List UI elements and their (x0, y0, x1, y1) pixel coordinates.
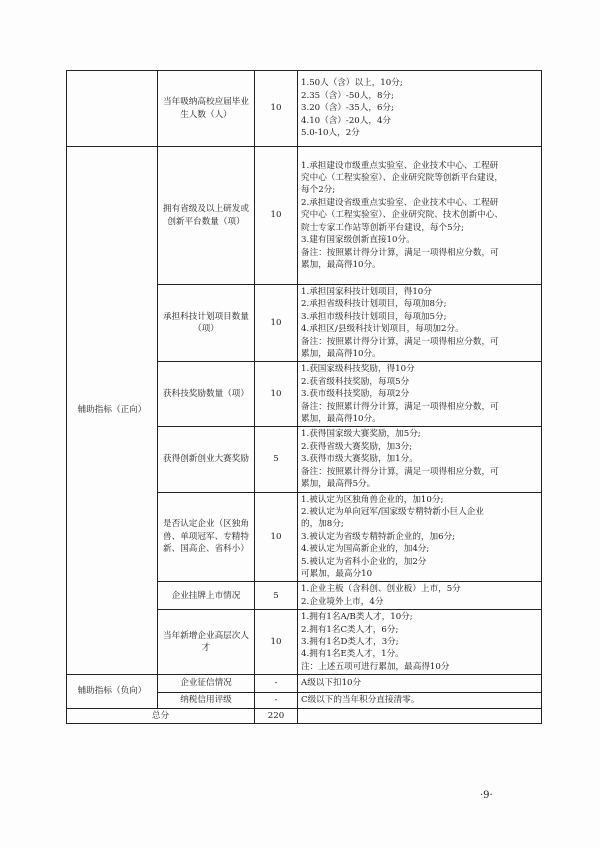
table-row (67, 71, 542, 147)
indicator-points: 10 (255, 147, 298, 285)
total-points: 220 (255, 708, 298, 723)
indicator-name: 拥有省级及以上研发或创新平台数量（项） (158, 147, 255, 285)
indicator-description: C级以下的当年积分直接清零。 (298, 693, 542, 708)
indicator-description: 1.企业主板（含科创、创业板）上市，5分 2.企业境外上市，4分 (298, 582, 542, 610)
indicator-points: 10 (255, 610, 298, 675)
indicator-name: 是否认定企业（区独角兽、单项冠军、专精特新、国高企、省科小） (158, 492, 255, 582)
indicator-description: 1.承担建设市级重点实验室、企业技术中心、工程研 究中心（工程实验室）、企业研究院等创新平台建设， 每个2分; 2.承担建设省级重点实验室、企业技术中心、工程研 究中心（工程实验室）、企业研究院、技术创新中心、 院士专家工作站等创新平台建设，每个5分; 3.建有国家级创新直接10分。 备注：按照累计得分计算，满足一项得相应分数，可 累加，最高得10分。 (298, 147, 542, 285)
indicator-name: 企业征信情况 (158, 675, 255, 693)
indicator-points: 10 (255, 285, 298, 362)
indicator-points: 10 (255, 71, 298, 147)
indicator-description: 1.被认定为区独角兽企业的，加10分; 2.被认定为单向冠军/国家级专精特新小巨人企业 的，加8分; 3.被认定为省级专精特新企业的，加6分; 4.被认定为国高新企业的，加4分; 5.被认定为省科小企业的，加2分 可累加，最高分10 (298, 492, 542, 582)
table-row-total (67, 708, 542, 723)
category-cell-empty (67, 71, 158, 147)
indicator-points: 5 (255, 427, 298, 492)
indicator-name: 当年新增企业高层次人才 (158, 610, 255, 675)
indicator-name: 企业挂牌上市情况 (158, 582, 255, 610)
indicator-name: 承担科技计划项目数量（项） (158, 285, 255, 362)
indicator-points: - (255, 675, 298, 693)
category-negative: 辅助指标（负向） (67, 675, 158, 708)
table-row (67, 675, 542, 693)
total-description-empty (298, 708, 542, 723)
indicator-name: 纳税信用评级 (158, 693, 255, 708)
indicator-points: 10 (255, 492, 298, 582)
indicator-points: 5 (255, 582, 298, 610)
indicator-name: 获得创新创业大赛奖励 (158, 427, 255, 492)
category-positive: 辅助指标（正向） (67, 147, 158, 675)
indicator-points: - (255, 693, 298, 708)
indicator-name: 获科技奖励数量（项） (158, 362, 255, 427)
indicator-name: 当年吸纳高校应届毕业生人数（人） (158, 71, 255, 147)
indicator-points: 10 (255, 362, 298, 427)
indicator-description: 1.承担国家科技计划项目，得10分 2.承担省级科技计划项目，每项加8分; 3.承担市级科技计划项目，每项加5分; 4.承担区/县级科技计划项目，每项加2分。 备注：按照累计得分计算，满足一项得相应分数，可 累加，最高得10分。 (298, 285, 542, 362)
indicator-description: 1.获得国家级大赛奖励，加5分; 2.获得省级大赛奖励，加3分; 3.获得市级大赛奖励，加1分。 备注：按照累计得分计算，满足一项得相应分数，可 累加，最高得5分。 (298, 427, 542, 492)
total-label: 总分 (67, 708, 255, 723)
indicator-description: A级以下扣10分 (298, 675, 542, 693)
indicator-description: 1.获国家级科技奖励，得10分 2.获省级科技奖励，每项5分 3.获市级科技奖励，每项2分 备注：按照累计得分计算，满足一项得相应分数，可 累加，最高得10分。 (298, 362, 542, 427)
page-number: ·9· (480, 790, 493, 801)
indicator-description: 1.50人（含）以上，10分; 2.35（含）-50人，8分; 3.20（含）-35人，6分; 4.10（含）-20人，4分 5.0-10人，2分 (298, 71, 542, 147)
table-row (67, 147, 542, 285)
scoring-table (66, 70, 542, 724)
indicator-description: 1.拥有1名A/B类人才，10分; 2.拥有1名C类人才，6分; 3.拥有1名D类人才，3分; 4.拥有1名E类人才，1分。 注：上述五项可进行累加，最高得10分 (298, 610, 542, 675)
